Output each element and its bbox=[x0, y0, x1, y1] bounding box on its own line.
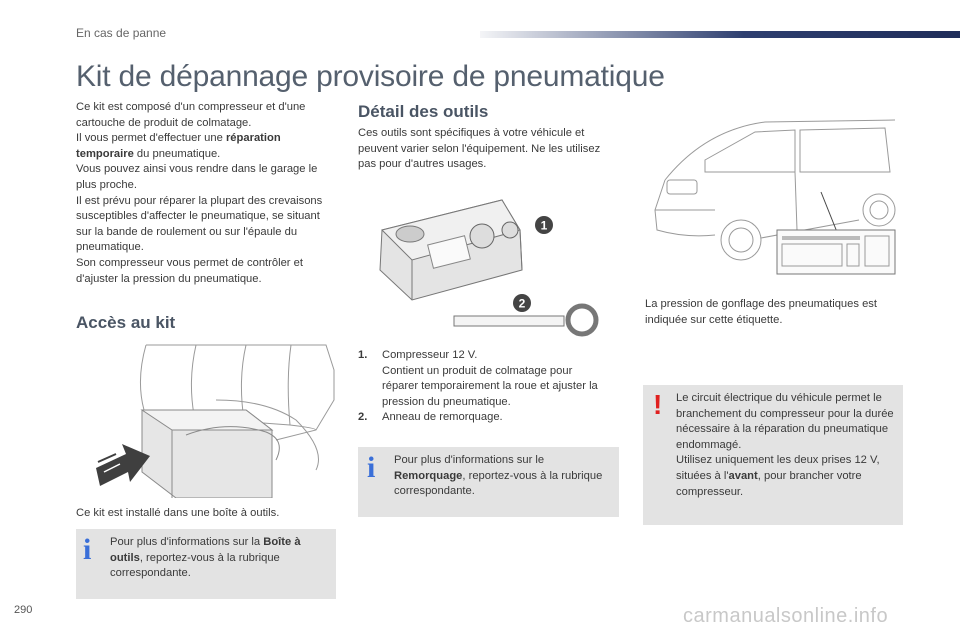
header-bar bbox=[480, 31, 960, 38]
tools-desc: Ces outils sont spécifiques à votre véhicule et peuvent varier selon l'équipement. Ne les utilisez pas pour d'autres usages. bbox=[358, 127, 601, 171]
van-illustration bbox=[645, 110, 903, 280]
info-icon: i bbox=[367, 451, 376, 484]
access-info-box bbox=[76, 529, 336, 599]
info-icon: i bbox=[83, 533, 92, 566]
page-title: Kit de dépannage provisoire de pneumatique bbox=[76, 60, 665, 93]
svg-text:1: 1 bbox=[540, 218, 548, 233]
intro-line-4: Il est prévu pour réparer la plupart des crevaisons susceptibles d'affecter le pneumatique, se situant sur la bande de roulement ou sur l'épaule du pneumatique. bbox=[76, 194, 323, 254]
compressor-drawing bbox=[380, 200, 522, 300]
tools-info-text: Pour plus d'informations sur le Remorquage, reportez-vous à la rubrique correspondante. bbox=[394, 454, 603, 498]
svg-text:2: 2 bbox=[518, 296, 526, 311]
access-info-text: Pour plus d'informations sur la Boîte à outils, reportez-vous à la rubrique correspondante. bbox=[110, 536, 301, 580]
intro-line-3: Vous pouvez ainsi vous rendre dans le garage le plus proche. bbox=[76, 163, 318, 191]
warning-box bbox=[643, 385, 903, 525]
access-heading: Accès au kit bbox=[76, 313, 176, 332]
intro-bold: réparation temporaire bbox=[76, 132, 281, 160]
pressure-text: La pression de gonflage des pneumatiques est indiquée sur cette étiquette. bbox=[645, 298, 877, 326]
access-caption: Ce kit est installé dans une boîte à outils. bbox=[76, 507, 280, 519]
tyre-pressure-label bbox=[777, 230, 895, 274]
list-item: 1. Compresseur 12 V. Contient un produit de colmatage pour réparer temporairement la roue et ajuster la pression du pneumatique. bbox=[358, 349, 598, 408]
intro-text bbox=[76, 100, 334, 287]
tools-list bbox=[358, 348, 610, 426]
warning-text bbox=[676, 391, 896, 500]
seat-illustration bbox=[76, 340, 338, 498]
intro-line-1: Ce kit est composé d'un compresseur et d'une cartouche de produit de colmatage. bbox=[76, 101, 306, 129]
tools-heading: Détail des outils bbox=[358, 102, 489, 121]
watermark: carmanualsonline.info bbox=[683, 605, 889, 627]
intro-line-5: Son compresseur vous permet de contrôler et d'ajuster la pression du pneumatique. bbox=[76, 256, 303, 285]
intro-line-2: Il vous permet d'effectuer une réparation temporaire du pneumatique. bbox=[76, 132, 281, 160]
section-label: En cas de panne bbox=[76, 26, 167, 40]
seat-drawing bbox=[76, 340, 338, 498]
callout-1 bbox=[535, 216, 553, 234]
warning-line-2: Utilisez uniquement les deux prises 12 V, situées à l'avant, pour brancher votre compresseur. bbox=[676, 454, 880, 498]
warning-icon: ! bbox=[653, 389, 663, 420]
tools-info-box bbox=[358, 447, 619, 517]
page-number: 290 bbox=[14, 604, 33, 616]
tools-illustration bbox=[372, 190, 612, 338]
callout-2 bbox=[513, 294, 531, 312]
list-item: 2. Anneau de remorquage. bbox=[358, 411, 503, 424]
warning-line-1: Le circuit électrique du véhicule permet le branchement du compresseur pour la durée nécessaire à la réparation du pneumatique endommagé. bbox=[676, 392, 894, 451]
